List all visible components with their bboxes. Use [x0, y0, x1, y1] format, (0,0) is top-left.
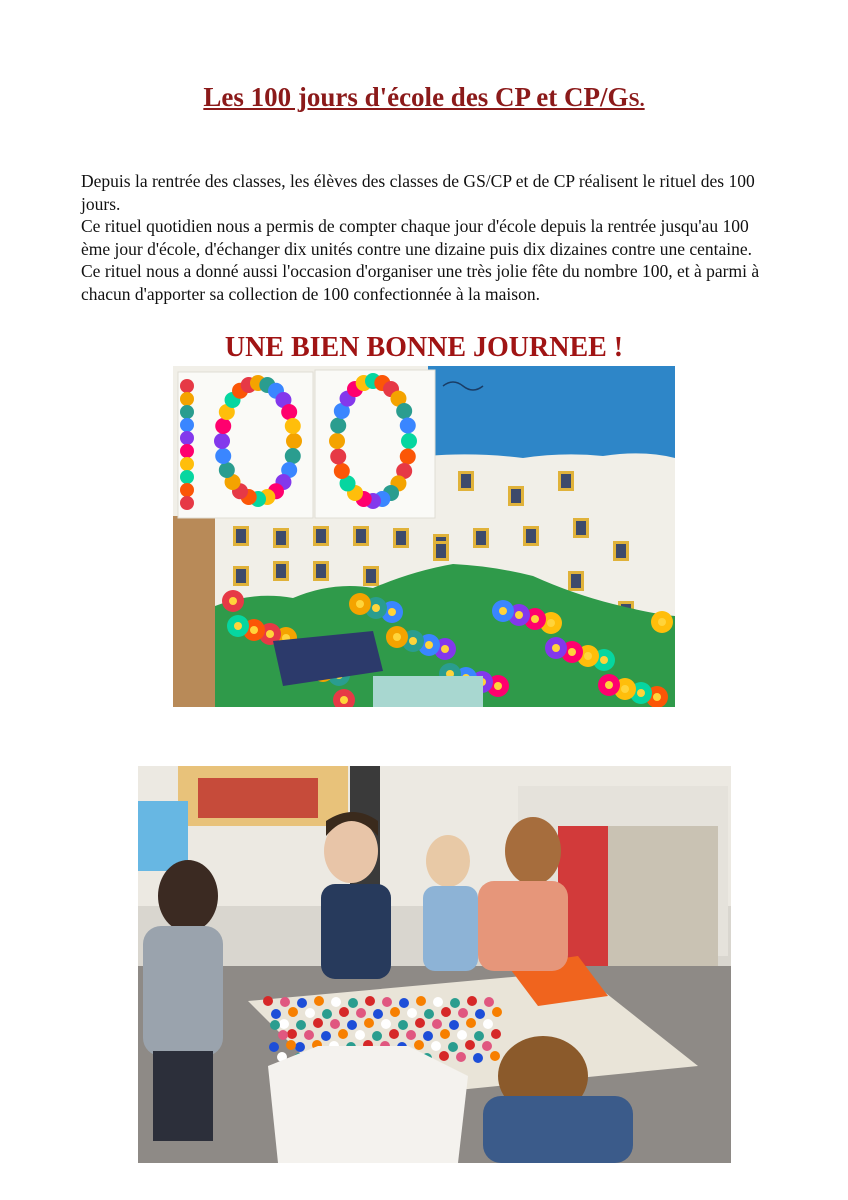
classroom-wall-photo — [173, 366, 675, 707]
bottle-cap — [322, 1009, 332, 1019]
portrait-photo — [476, 531, 486, 545]
flower-center — [605, 681, 613, 689]
bottle-cap — [433, 997, 443, 1007]
bottle-cap — [288, 1007, 298, 1017]
paper-circle — [330, 449, 346, 465]
paragraph-3: Ce rituel nous a donné aussi l'occasion d'organiser une très jolie fête du nombre 100, et à parmi à chacun d'apporter sa collection de 100 confectionnée à la maison. — [81, 261, 760, 304]
portrait-photo — [316, 564, 326, 578]
classroom-wall-illustration — [173, 366, 675, 707]
page-title — [0, 82, 848, 113]
bottle-cap — [415, 1018, 425, 1028]
paper-circle — [180, 418, 194, 432]
flower-center — [653, 693, 661, 701]
portrait-photo — [526, 529, 536, 543]
paper-circle — [180, 379, 194, 393]
bottle-cap — [296, 1020, 306, 1030]
bottle-cap — [305, 1008, 315, 1018]
bottle-cap — [441, 1007, 451, 1017]
bottle-cap — [295, 1042, 305, 1052]
paper-circle — [286, 433, 302, 449]
intro-text — [81, 170, 771, 305]
bottle-cap — [398, 1020, 408, 1030]
bottle-cap — [492, 1007, 502, 1017]
flower-center — [356, 600, 364, 608]
bottle-cap — [424, 1009, 434, 1019]
bottle-cap — [406, 1030, 416, 1040]
bottle-cap — [483, 1019, 493, 1029]
flower-center — [441, 645, 449, 653]
paragraph-2: Ce rituel quotidien nous a permis de compter chaque jour d'école depuis la rentrée jusqu'au 100 ème jour d'école, d'échanger dix unités contre une dizaine puis dix dizaines contre une centaine. — [81, 216, 753, 259]
portrait-photo — [571, 574, 581, 588]
bottle-cap — [467, 996, 477, 1006]
paper-circle — [214, 433, 230, 449]
flower-center — [499, 607, 507, 615]
paper-circle — [285, 448, 301, 464]
paper-circle — [180, 405, 194, 419]
portrait-photo — [511, 489, 521, 503]
flower-center — [531, 615, 539, 623]
bottle-cap — [364, 1018, 374, 1028]
flower-center — [600, 656, 608, 664]
flower-center — [552, 644, 560, 652]
bottle-cap — [484, 997, 494, 1007]
bottle-cap — [490, 1051, 500, 1061]
paper-circle — [180, 483, 194, 497]
bottle-cap — [466, 1018, 476, 1028]
paper-circle — [285, 418, 301, 434]
paper-circle — [180, 496, 194, 510]
bottle-cap — [416, 996, 426, 1006]
title-suffix: S. — [628, 89, 645, 111]
bottle-cap — [440, 1029, 450, 1039]
paper-circle — [180, 392, 194, 406]
flower-center — [637, 689, 645, 697]
bottle-cap — [423, 1031, 433, 1041]
flower-center — [234, 622, 242, 630]
bottle-cap — [491, 1029, 501, 1039]
bottle-cap — [399, 998, 409, 1008]
bottle-cap — [286, 1040, 296, 1050]
paragraph-1: Depuis la rentrée des classes, les élèves des classes de GS/CP et de CP réalisent le rituel des 100 jours. — [81, 171, 755, 214]
bottle-cap — [372, 1031, 382, 1041]
bottle-cap — [271, 1009, 281, 1019]
paper-circle — [180, 470, 194, 484]
children-collections-photo — [138, 766, 731, 1163]
bottle-cap — [474, 1031, 484, 1041]
bottle-cap — [279, 1019, 289, 1029]
bottle-cap — [373, 1009, 383, 1019]
bottle-cap — [304, 1030, 314, 1040]
bottle-cap — [263, 996, 273, 1006]
bottle-cap — [356, 1008, 366, 1018]
flower-center — [494, 682, 502, 690]
bottle-cap — [339, 1007, 349, 1017]
bottle-cap — [321, 1031, 331, 1041]
bottle-cap — [390, 1007, 400, 1017]
bottle-cap — [382, 997, 392, 1007]
portrait-photo — [366, 569, 376, 583]
bottle-cap — [338, 1029, 348, 1039]
portrait-photo — [356, 529, 366, 543]
portrait-photo — [276, 564, 286, 578]
flower-center — [340, 696, 348, 704]
flower-center — [568, 648, 576, 656]
bottle-cap — [439, 1051, 449, 1061]
bottle-cap — [475, 1009, 485, 1019]
bottle-cap — [347, 1020, 357, 1030]
portrait-photo — [576, 521, 586, 535]
paper-circle — [329, 433, 345, 449]
flower-center — [658, 618, 666, 626]
flower-center — [250, 626, 258, 634]
children-illustration — [138, 766, 731, 1163]
bottle-cap — [269, 1042, 279, 1052]
bottle-cap — [381, 1019, 391, 1029]
flower-center — [266, 630, 274, 638]
bottle-cap — [448, 1042, 458, 1052]
bottle-cap — [365, 996, 375, 1006]
flower-center — [547, 619, 555, 627]
portrait-photo — [616, 544, 626, 558]
bottle-cap — [473, 1053, 483, 1063]
paper-circle — [401, 433, 417, 449]
portrait-photo — [236, 569, 246, 583]
portrait-photo — [396, 531, 406, 545]
paper-circle — [281, 404, 297, 420]
paper-circle — [215, 448, 231, 464]
paper-circle — [400, 449, 416, 465]
portrait-photo — [316, 529, 326, 543]
bottle-cap — [313, 1018, 323, 1028]
bottle-cap — [414, 1040, 424, 1050]
flower-center — [515, 611, 523, 619]
flower-center — [229, 597, 237, 605]
paper-circle — [400, 417, 416, 433]
paper-circle — [219, 462, 235, 478]
bottle-cap — [450, 998, 460, 1008]
bottle-cap — [355, 1030, 365, 1040]
bottle-cap — [482, 1041, 492, 1051]
portrait-photo — [236, 529, 246, 543]
flower-center — [621, 685, 629, 693]
bottle-cap — [297, 998, 307, 1008]
bottle-cap — [389, 1029, 399, 1039]
flower-center — [409, 637, 417, 645]
paper-circle — [334, 463, 350, 479]
subheading: UNE BIEN BONNE JOURNEE ! — [224, 332, 624, 363]
paper-circle — [180, 457, 194, 471]
paper-circle — [215, 418, 231, 434]
bottle-cap — [432, 1019, 442, 1029]
bottle-cap — [278, 1030, 288, 1040]
bottle-cap — [449, 1020, 459, 1030]
bottle-cap — [348, 998, 358, 1008]
bottle-cap — [457, 1030, 467, 1040]
bottle-cap — [270, 1020, 280, 1030]
bottle-cap — [458, 1008, 468, 1018]
flower-center — [425, 641, 433, 649]
bottle-cap — [280, 997, 290, 1007]
bottle-cap — [465, 1040, 475, 1050]
flower-center — [372, 604, 380, 612]
portrait-photo — [436, 544, 446, 558]
paper-circle — [396, 403, 412, 419]
bottle-cap — [330, 1019, 340, 1029]
flower-center — [388, 608, 396, 616]
bottle-cap — [431, 1041, 441, 1051]
bottle-cap — [287, 1029, 297, 1039]
bottle-cap — [407, 1008, 417, 1018]
portrait-photo — [561, 474, 571, 488]
paper-circle — [330, 417, 346, 433]
bottle-cap — [314, 996, 324, 1006]
flower-center — [393, 633, 401, 641]
paper-circle — [180, 444, 194, 458]
title-main: Les 100 jours d'école des CP et CP/G — [203, 82, 629, 112]
bottle-cap — [331, 997, 341, 1007]
paper-circle — [180, 431, 194, 445]
flower-center — [584, 652, 592, 660]
portrait-photo — [461, 474, 471, 488]
bottle-cap — [456, 1052, 466, 1062]
portrait-photo — [276, 531, 286, 545]
